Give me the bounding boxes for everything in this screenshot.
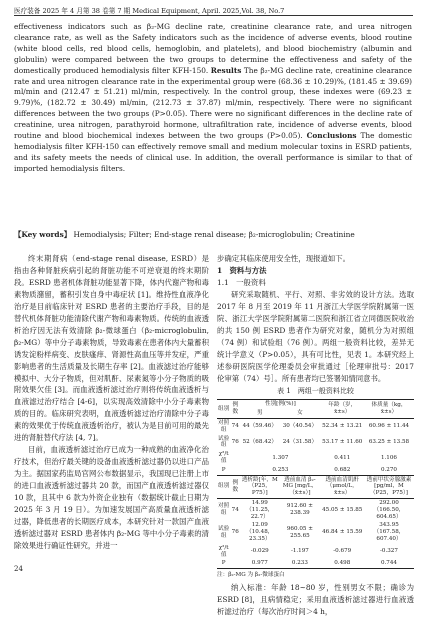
table-cell: 0.977 [240, 559, 279, 568]
table-header: 例数 [230, 400, 240, 419]
intro-paragraph-1: 终末期肾病（end-stage renal disease, ESRD）是指由各种肾脏疾病引起的肾脏功能不可逆衰退的终末期阶段。ESRD 患者机体肾脏功能显著下降，体内代谢产物和毒素物质潴留，蓄积引发自身中毒症状 [1]。维持性血液净化治疗是目前临床针对 ESRD 患者的主要治疗手段，目的是替代机体肾脏功能清除代谢产物和毒素物质。传统的血液透析治疗因无法有效清除 β₂-微球蛋白（β₂-microglobulin, β₂-MG）等中分子毒素物质，导致毒素在患者体内大量蓄积诱发淀粉样病变、皮肤瘙痒、肾源性高血压等并发症，严重影响患者的生活质量及长期生存率 [2]。血液滤过治疗能够模拟中、大分子物质，但对肌酐、尿素氮等小分子物质的吸附效果欠佳 [3]。而血液透析滤过治疗则将传统血液透析与血液滤过治疗结合 [4-6]，以实现高效清除中小分子毒素物质的目的。临床研究表明，血液透析滤过治疗清除中分子毒素的效果优于传统血液透析治疗，被认为是目前可用的最先进的肾脏替代疗法 [4, 7]。 [14, 254, 209, 443]
table-header: 年龄（岁，x̄±s） [321, 400, 364, 419]
table-header: 例数 [230, 475, 240, 498]
table-cell: 30（40.54） [279, 419, 320, 435]
table-cell: 12.09（10.48，23.35） [246, 522, 274, 542]
table-header: 透前血清肌酐（μmol/L，x̄±s） [321, 475, 364, 498]
table-cell: 24（31.58） [282, 439, 318, 446]
table-header: 透前甲状旁腺激素[pg/ml，M（P25，P75）] [364, 475, 414, 498]
table-header: 组别 [217, 400, 230, 419]
table-header: 性别[例(%)] [240, 400, 320, 409]
page-number: 24 [14, 565, 23, 573]
conclusions-label: Conclusions [306, 131, 357, 141]
table-cell: 960.05 ± 255.65 [286, 525, 313, 539]
table-subheader: 男 [256, 410, 263, 417]
table-cell: 0.270 [380, 466, 397, 473]
table-cell: 52.34 ± 13.21 [321, 419, 364, 435]
running-header-text: 医疗装备 2025 年 4 月第 38 卷第 7 期 Medical Equipment, April. 2025,Vol. 38, No.7 [14, 7, 285, 15]
table-cell: 试验组 [218, 435, 230, 449]
table-cell: 44（59.46） [240, 419, 279, 435]
table-header: 体质量（kg，x̄±s） [364, 400, 414, 419]
table-header: 组别 [217, 475, 230, 498]
table-cell: 912.60 ± 238.39 [279, 499, 320, 522]
inclusion-criteria-paragraph: 纳入标准：年龄 18~80 岁，性别男女不限；确诊为 ESRD [8]，且病情稳定；采用血液透析滤过器进行血液透析滤过治疗（每次治疗时间＞4 h， [217, 583, 414, 617]
table-cell: 对照组 [217, 499, 230, 522]
table-cell: 0.233 [279, 559, 320, 568]
header-rule [14, 15, 413, 16]
table-cell: -1.197 [290, 548, 309, 555]
intro-paragraph-2: 目前，血液透析滤过治疗已成为一种成熟的血液净化治疗技术，但治疗最关键的设备血液透析滤过器仍以进口产品为主。据国家药监局官网公布数据显示，我国现已注册上市的进口血液透析滤过器共 20 款，而国产血液透析滤过器仅 10 款，且其中 6 款为外资企业独有（数据统计截止日期为 2025 年 3 月 19 日）。为加速发展国产高质量血液透析滤过器，降低患者的长期医疗成本，本研究针对一款国产血液透析滤过器对 ESRD 患者体内 β₂-MG 等中小分子毒素的清除效果进行确证性研究，并进一 [14, 445, 209, 550]
table-note: 注：β₂-MG 为 β₂-微球蛋白 [217, 572, 285, 579]
intro-continuation: 步确定其临床使用安全性，现报道如下。 [217, 254, 351, 263]
table-cell: 74 [230, 419, 240, 435]
table-cell: 0.253 [272, 466, 289, 473]
table-cell: χ²/t值 [218, 451, 229, 465]
table-cell: -0.029 [250, 548, 269, 555]
table-cell: 76 [231, 529, 239, 536]
table-cell: 0.498 [321, 559, 364, 568]
section-heading-materials-methods: 1 资料与方法 [217, 265, 267, 275]
table-cell: 52（68.42） [242, 439, 277, 446]
results-label: Results [210, 65, 242, 75]
table-cell: 74 [230, 499, 240, 522]
keywords-text: Hemodialysis; Filter; End-stage renal disease; β₂-microglobulin; Creatinine [73, 230, 355, 239]
table-cell: 343.95（167.58，607.40） [373, 522, 405, 542]
table-cell: χ²/t值 [218, 544, 229, 558]
running-header [14, 5, 413, 15]
abstract-conclusions-text: The domestic hemodialysis filter KFH-150 can effectively remove small and medium molecular toxins in ESRD patients, and its safety meets the needs of clinical use. In addition, the overall performance is similar to that of imported hemodialysis filters. [14, 131, 412, 173]
table-header: 透前血清 β₂-MG [mg/L，（x̄±s）] [279, 475, 320, 498]
general-data-paragraph: 研究采取随机、平行、对照、非劣效的设计方法。选取 2017 年 8 月至 2019 年 11 月浙江大学医学院附属第一医院、浙江大学医学院附属第二医院和浙江省立同德医院收治的共 150 例 ESRD 患者作为研究对象，随机分为对照组（74 例）和试验组（76 例）。两组一般资料比较，差异无统计学意义（P>0.05），具有可比性，见表 1。本研究经上述参研医院医学伦理委员会审批通过［伦理审批号：2017 伦审第（74）号］。所有患者均已签署知情同意书。 [217, 289, 414, 383]
table-cell: P [221, 466, 226, 473]
table-cell: 292.00（166.50，604.65） [364, 499, 414, 522]
subsection-heading-general-data: 1.1 一般资料 [217, 277, 266, 287]
table-cell: 对照组 [218, 420, 230, 433]
table-header: 透析龄[年，M（P25，P75）] [240, 475, 279, 498]
table-cell: 60.96 ± 11.44 [364, 419, 414, 435]
english-abstract [14, 22, 412, 175]
table-cell: 46.84 ± 15.59 [322, 529, 363, 536]
left-column [14, 253, 209, 552]
table-cell: 45.05 ± 15.85 [321, 499, 364, 522]
table-cell: 1.307 [272, 454, 289, 461]
table-1-title: 表 1 两组一般资料比较 [277, 387, 354, 396]
table-cell: 1.106 [380, 454, 397, 461]
table-cell: 63.25 ± 13.58 [368, 439, 410, 446]
abstract-results-text: The β₂-MG decline rate, creatinine clearance rate and urea nitrogen clearance rate in the experimental group were (68.36 ± 10.29)%, (181.45 ± 39.69) ml/min and (212.47 ± 51.21) ml/min, respectively. In the control group, these indexes were (69.23 ± 9.79)%, (182.72 ± 30.49) ml/min, (212.73 ± 37.87) ml/min, respectively. There were no significant differences between the two groups (P>0.05). There were no significant differences in the decline rate of creatinine, urea nitrogen, parathyroid hormone, ultrafiltration rate, incidence of adverse events, blood routine and blood biochemical indexes between the two groups (P>0.05). [14, 65, 412, 141]
table-cell: 试验组 [218, 525, 230, 539]
table-cell: 76 [231, 439, 239, 446]
table-cell: 0.682 [334, 466, 351, 473]
table-cell: 53.17 ± 11.60 [322, 439, 363, 446]
table-cell: 0.411 [334, 454, 351, 461]
table-cell: -0.327 [380, 548, 398, 555]
table-1 [217, 399, 414, 569]
abstract-methods-text: effectiveness indicators such as β₂-MG decline rate, creatinine clearance rate, and urea nitrogen clearance rate, as well as the Safety indicators such as the incidence of adverse events, blood routine (white blood cells, red blood cells, hemoglobin, and platelets), and blood biochemistry (albumin and globulin) were compared between the two groups to determine the effectiveness and safety of the domestically produced hemodialysis filter KFH-150. [14, 22, 412, 75]
table-cell: P [217, 559, 230, 568]
keywords-label: 【Key words】 [14, 230, 72, 239]
table-cell: 14.99（11.25，22.7） [240, 499, 279, 522]
keywords [14, 230, 412, 241]
table-subheader: 女 [297, 410, 303, 417]
right-column [217, 253, 414, 618]
table-cell: -0.679 [333, 548, 352, 555]
table-cell: 0.744 [364, 559, 414, 568]
